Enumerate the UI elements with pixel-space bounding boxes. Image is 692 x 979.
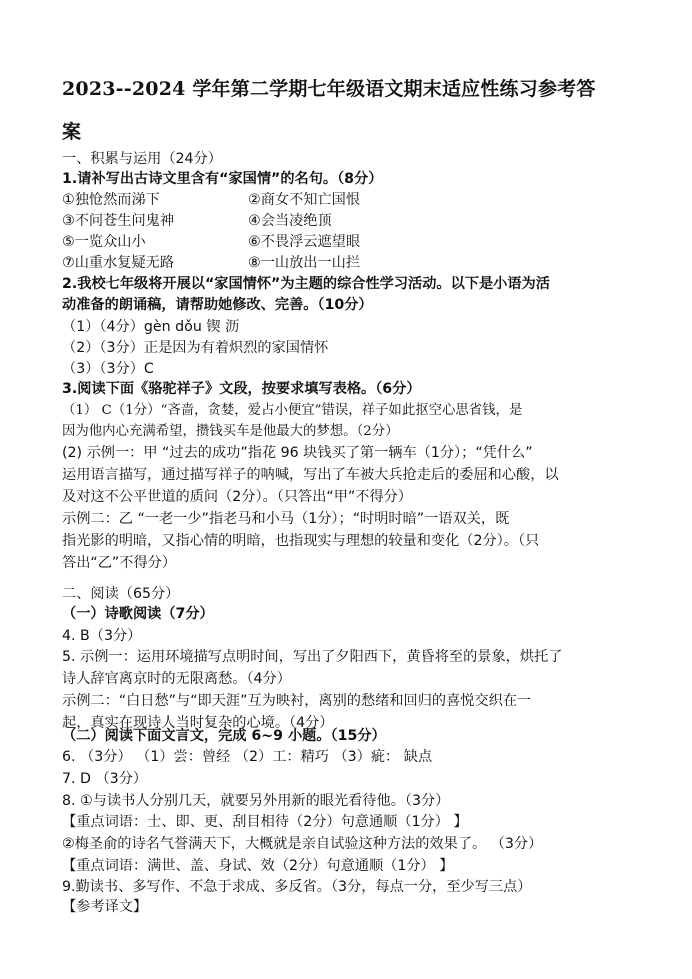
- section1-heading: 一、积累与运用（24分）: [62, 151, 222, 167]
- q6-answer: 6. （3分） （1）尝：曾经 （2）工：精巧 （3）疵： 缺点: [62, 749, 433, 765]
- q1-answer-5: ⑤一览众山小: [62, 234, 146, 250]
- q4-answer: 4. B（3分）: [62, 628, 142, 644]
- q1-answer-1: ①独怆然而涕下: [62, 192, 160, 208]
- q3-title: 3.阅读下面《骆驼祥子》文段，按要求填写表格。（6分）: [62, 381, 421, 397]
- q3-line: 答出“乙”不得分）: [62, 555, 177, 571]
- q9-answer: 9.勤读书、多写作、不急于求成、多反省。（3分，每点一分，至少写三点）: [62, 879, 532, 895]
- section2-heading: 二、阅读（65分）: [62, 586, 180, 602]
- q3-line: （1） C（1分）“吝啬，贪婪，爱占小便宜”错误，祥子如此抠空心思省钱，是: [62, 403, 523, 418]
- q1-answer-6: ⑥不畏浮云遮望眼: [248, 234, 361, 250]
- q5-line: 示例二：“白日愁”与“即天涯”互为映衬，离别的愁绪和回归的喜悦交织在一: [62, 693, 532, 709]
- q3-line: 因为他内心充满希望，攒钱买车是他最大的梦想。（2分）: [62, 424, 399, 439]
- reference-translation-heading: 【参考译文】: [62, 899, 148, 915]
- q3-line: 及对这不公平世道的质问（2分）。（只答出“甲”不得分）: [62, 489, 413, 505]
- q7-answer: 7. D （3分）: [62, 771, 148, 787]
- section2-sub1: （一）诗歌阅读（7分）: [62, 606, 214, 622]
- q2-title-line1: 2.我校七年级将开展以“家国情怀”为主题的综合性学习活动。以下是小语为活: [62, 276, 550, 292]
- q1-title: 1.请补写出古诗文里含有“家国情”的名句。（8分）: [62, 171, 383, 187]
- q2-answer-1: （1）（4分）gèn dǒu 锲 沥: [62, 319, 240, 335]
- q3-line: 示例二：乙 “一老一少”指老马和小马（1分）；“时明时暗”一语双关，既: [62, 511, 510, 527]
- q1-answer-7: ⑦山重水复疑无路: [62, 255, 175, 271]
- q2-answer-3: （3）（3分）C: [62, 361, 154, 377]
- q3-line: 指光影的明暗，又指心情的明暗，也指现实与理想的较量和变化（2分）。（只: [62, 533, 540, 549]
- q5-line: 诗人辞官离京时的无限离愁。（4分）: [62, 671, 291, 687]
- q8-line: ②梅圣俞的诗名气誉满天下，大概就是亲自试验这种方法的效果了。 （3分）: [62, 836, 543, 852]
- q1-answer-3: ③不问苍生问鬼神: [62, 213, 175, 229]
- q5-line: 5. 示例一：运用环境描写点明时间，写出了夕阳西下，黄昏将至的景象，烘托了: [62, 649, 563, 665]
- q1-answer-4: ④会当凌绝顶: [248, 213, 332, 229]
- q3-line: (2) 示例一：甲 “过去的成功”指花 96 块钱买了第一辆车（1分）；“凭什么”: [62, 445, 533, 461]
- q1-answer-2: ②商女不知亡国恨: [248, 192, 361, 208]
- section2-sub2: （二）阅读下面文言文，完成 6~9 小题。（15分）: [62, 728, 386, 744]
- document-title-line1: 2023--2024 学年第二学期七年级语文期末适应性练习参考答: [62, 78, 596, 100]
- q3-line: 运用语言描写，通过描写祥子的呐喊，写出了车被大兵抢走后的委屈和心酸，以: [62, 467, 559, 483]
- q1-answer-8: ⑧一山放出一山拦: [248, 255, 361, 271]
- document-title-line2: 案: [62, 121, 82, 143]
- q8-line: 8. ①与读书人分别几天，就要另外用新的眼光看待他。（3分）: [62, 793, 450, 809]
- q2-title-line2: 动准备的朗诵稿，请帮助她修改、完善。（10分）: [62, 297, 373, 313]
- q8-line: 【重点词语：士、即、更、刮目相待（2分）句意通顺（1分） 】: [62, 814, 468, 830]
- q5-line: 起，真实在现诗人当时复杂的心境。（4分）: [62, 715, 334, 731]
- q8-line: 【重点词语：满世、盖、身试、效（2分）句意通顺（1分） 】: [62, 858, 454, 874]
- q2-answer-2: （2）（3分）正是因为有着炽烈的家国情怀: [62, 340, 329, 356]
